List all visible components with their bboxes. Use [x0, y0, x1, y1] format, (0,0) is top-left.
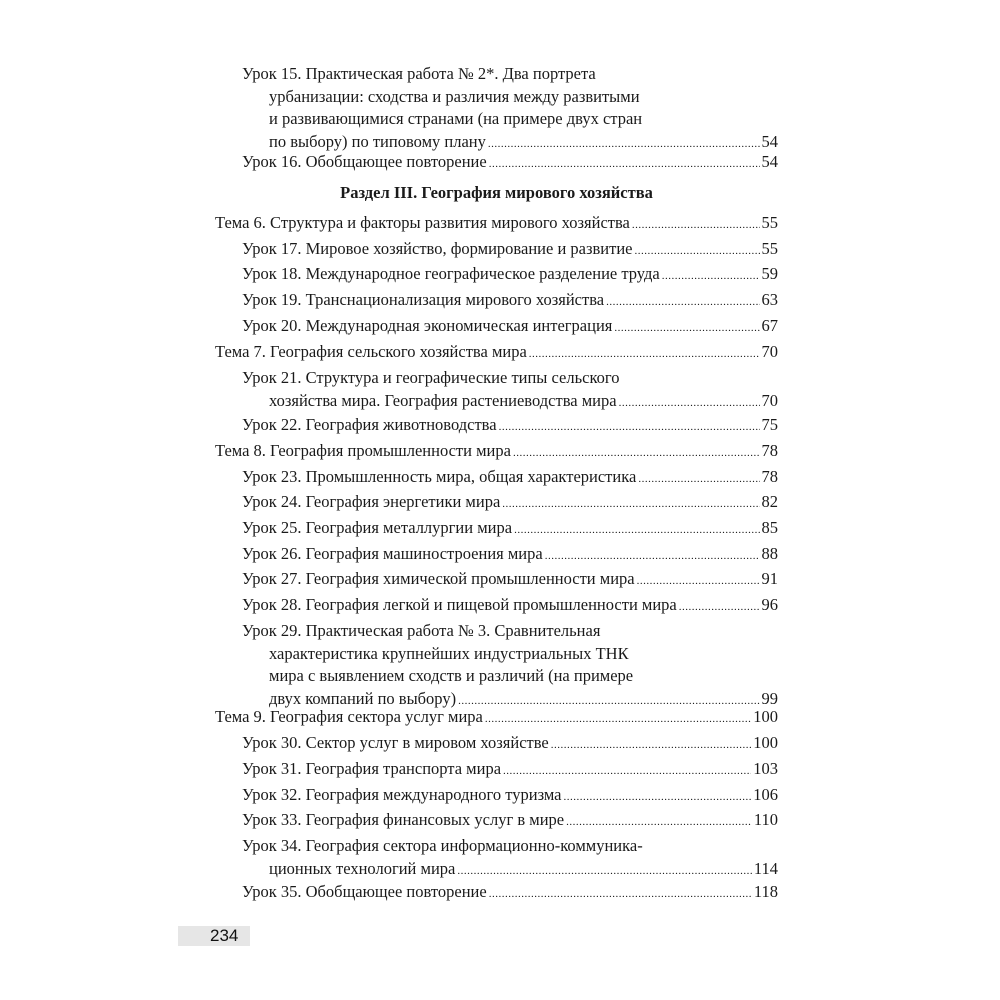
lesson-title-line: характеристика крупнейших индустриальных ТНК [269, 643, 629, 663]
lesson-title-line: Урок 15. Практическая работа № 2*. Два портрета [242, 64, 596, 83]
page-ref: 54 [761, 152, 778, 171]
page-ref: 88 [761, 544, 778, 563]
lesson-title: ционных технологий мира [269, 858, 456, 878]
page-ref: 100 [753, 733, 778, 752]
page-ref: 110 [753, 810, 778, 829]
dot-leader [679, 596, 760, 618]
dot-leader [619, 392, 760, 414]
lesson-title: по выбору) по типовому плану [269, 131, 486, 151]
page-ref: 70 [761, 390, 778, 410]
lesson-title: Урок 23. Промышленность мира, общая характеристика [242, 467, 637, 486]
toc-lesson-entry[interactable] [269, 858, 778, 882]
dot-leader [503, 760, 751, 782]
toc-lesson-entry[interactable] [242, 414, 778, 438]
lesson-title-line: урбанизации: сходства и различия между развитыми [269, 86, 640, 106]
lesson-title-line: Урок 34. География сектора информационно-коммуника- [242, 836, 643, 855]
lesson-title: Урок 18. Международное географическое разделение труда [242, 264, 660, 283]
toc-topic-entry[interactable] [215, 212, 778, 236]
topic-title: Тема 8. География промышленности мира [215, 441, 511, 460]
dot-leader [614, 317, 759, 339]
toc-topic-entry[interactable] [215, 706, 778, 730]
lesson-title: Урок 22. География животноводства [242, 415, 497, 434]
toc-lesson-entry[interactable] [242, 881, 778, 905]
toc-lesson-entry[interactable] [242, 594, 778, 618]
dot-leader [606, 291, 759, 313]
page-ref: 55 [761, 239, 778, 258]
lesson-title: Урок 19. Транснационализация мирового хозяйства [242, 290, 605, 309]
page-ref: 78 [761, 467, 778, 486]
page-ref: 99 [761, 688, 778, 708]
dot-leader [529, 343, 760, 365]
page-ref: 67 [761, 316, 778, 335]
toc-lesson-entry[interactable] [242, 517, 778, 541]
toc-lesson-entry[interactable] [242, 315, 778, 339]
toc-lesson-entry[interactable] [242, 491, 778, 515]
dot-leader [514, 519, 759, 541]
lesson-title-line: Урок 29. Практическая работа № 3. Сравнительная [242, 621, 601, 640]
dot-leader [545, 545, 760, 567]
lesson-title: Урок 30. Сектор услуг в мировом хозяйстве [242, 733, 549, 752]
toc-lesson-entry[interactable] [242, 732, 778, 756]
lesson-title: Урок 27. География химической промышленности мира [242, 569, 635, 588]
page-ref: 114 [753, 858, 778, 878]
dot-leader [485, 708, 751, 730]
lesson-title: Урок 32. География международного туризма [242, 785, 562, 804]
page-ref: 63 [761, 290, 778, 309]
page-ref: 82 [761, 492, 778, 511]
page-ref: 118 [753, 882, 778, 901]
page-ref: 96 [761, 595, 778, 614]
toc-lesson-entry[interactable] [242, 263, 778, 287]
lesson-title: Урок 31. География транспорта мира [242, 759, 502, 778]
toc-lesson-entry[interactable] [242, 758, 778, 782]
toc-lesson-entry[interactable] [242, 543, 778, 567]
toc-lesson-entry[interactable] [242, 238, 778, 262]
lesson-title-line: и развивающимися странами (на примере двух стран [269, 109, 643, 129]
lesson-title: хозяйства мира. География растениеводства мира [269, 390, 617, 410]
toc-lesson-entry[interactable] [269, 390, 778, 414]
page-ref: 106 [753, 785, 778, 804]
topic-title: Тема 7. География сельского хозяйства мира [215, 342, 527, 361]
dot-leader [551, 734, 752, 756]
lesson-title: Урок 25. География металлургии мира [242, 518, 513, 537]
dot-leader [513, 442, 760, 464]
dot-leader [489, 883, 752, 905]
page-ref: 54 [761, 131, 778, 151]
lesson-title: Урок 24. География энергетики мира [242, 492, 501, 511]
page-ref: 103 [753, 759, 778, 778]
page-ref: 75 [761, 415, 778, 434]
dot-leader [632, 214, 760, 236]
lesson-title: Урок 35. Обобщающее повторение [242, 882, 487, 901]
lesson-title: Урок 20. Международная экономическая интеграция [242, 316, 613, 335]
page-ref: 85 [761, 518, 778, 537]
page-ref: 70 [761, 342, 778, 361]
dot-leader [489, 153, 760, 175]
lesson-title-line: Урок 21. Структура и географические типы сельского [242, 368, 620, 387]
toc-lesson-entry[interactable] [242, 809, 778, 833]
dot-leader [566, 811, 752, 833]
page-ref: 55 [761, 213, 778, 232]
dot-leader [502, 493, 759, 515]
section-heading: Раздел III. География мирового хозяйства [340, 183, 653, 202]
topic-title: Тема 9. География сектора услуг мира [215, 707, 483, 726]
lesson-title-line: мира с выявлением сходств и различий (на примере [269, 666, 634, 686]
toc-topic-entry[interactable] [215, 341, 778, 365]
dot-leader [564, 786, 752, 808]
toc-lesson-entry[interactable] [242, 466, 778, 490]
lesson-title: Урок 26. География машиностроения мира [242, 544, 543, 563]
toc-lesson-entry[interactable] [242, 568, 778, 592]
page-ref: 100 [753, 707, 778, 726]
page-ref: 78 [761, 441, 778, 460]
lesson-title: Урок 16. Обобщающее повторение [242, 152, 487, 171]
toc-topic-entry[interactable] [215, 440, 778, 464]
dot-leader [457, 860, 752, 882]
lesson-title: Урок 17. Мировое хозяйство, формирование и развитие [242, 239, 633, 258]
dot-leader [637, 570, 760, 592]
dot-leader [499, 416, 760, 438]
page-ref: 59 [761, 264, 778, 283]
page-ref: 91 [761, 569, 778, 588]
toc-lesson-entry[interactable] [242, 289, 778, 313]
lesson-title: двух компаний по выбору) [269, 688, 457, 708]
dot-leader [634, 240, 759, 262]
toc-lesson-entry[interactable] [242, 151, 778, 175]
dot-leader [638, 468, 759, 490]
lesson-title: Урок 33. География финансовых услуг в мире [242, 810, 565, 829]
page-number: 234 [210, 926, 239, 945]
dot-leader [662, 265, 760, 287]
lesson-title: Урок 28. География легкой и пищевой промышленности мира [242, 595, 677, 614]
topic-title: Тема 6. Структура и факторы развития мирового хозяйства [215, 213, 630, 232]
toc-lesson-entry[interactable] [242, 784, 778, 808]
